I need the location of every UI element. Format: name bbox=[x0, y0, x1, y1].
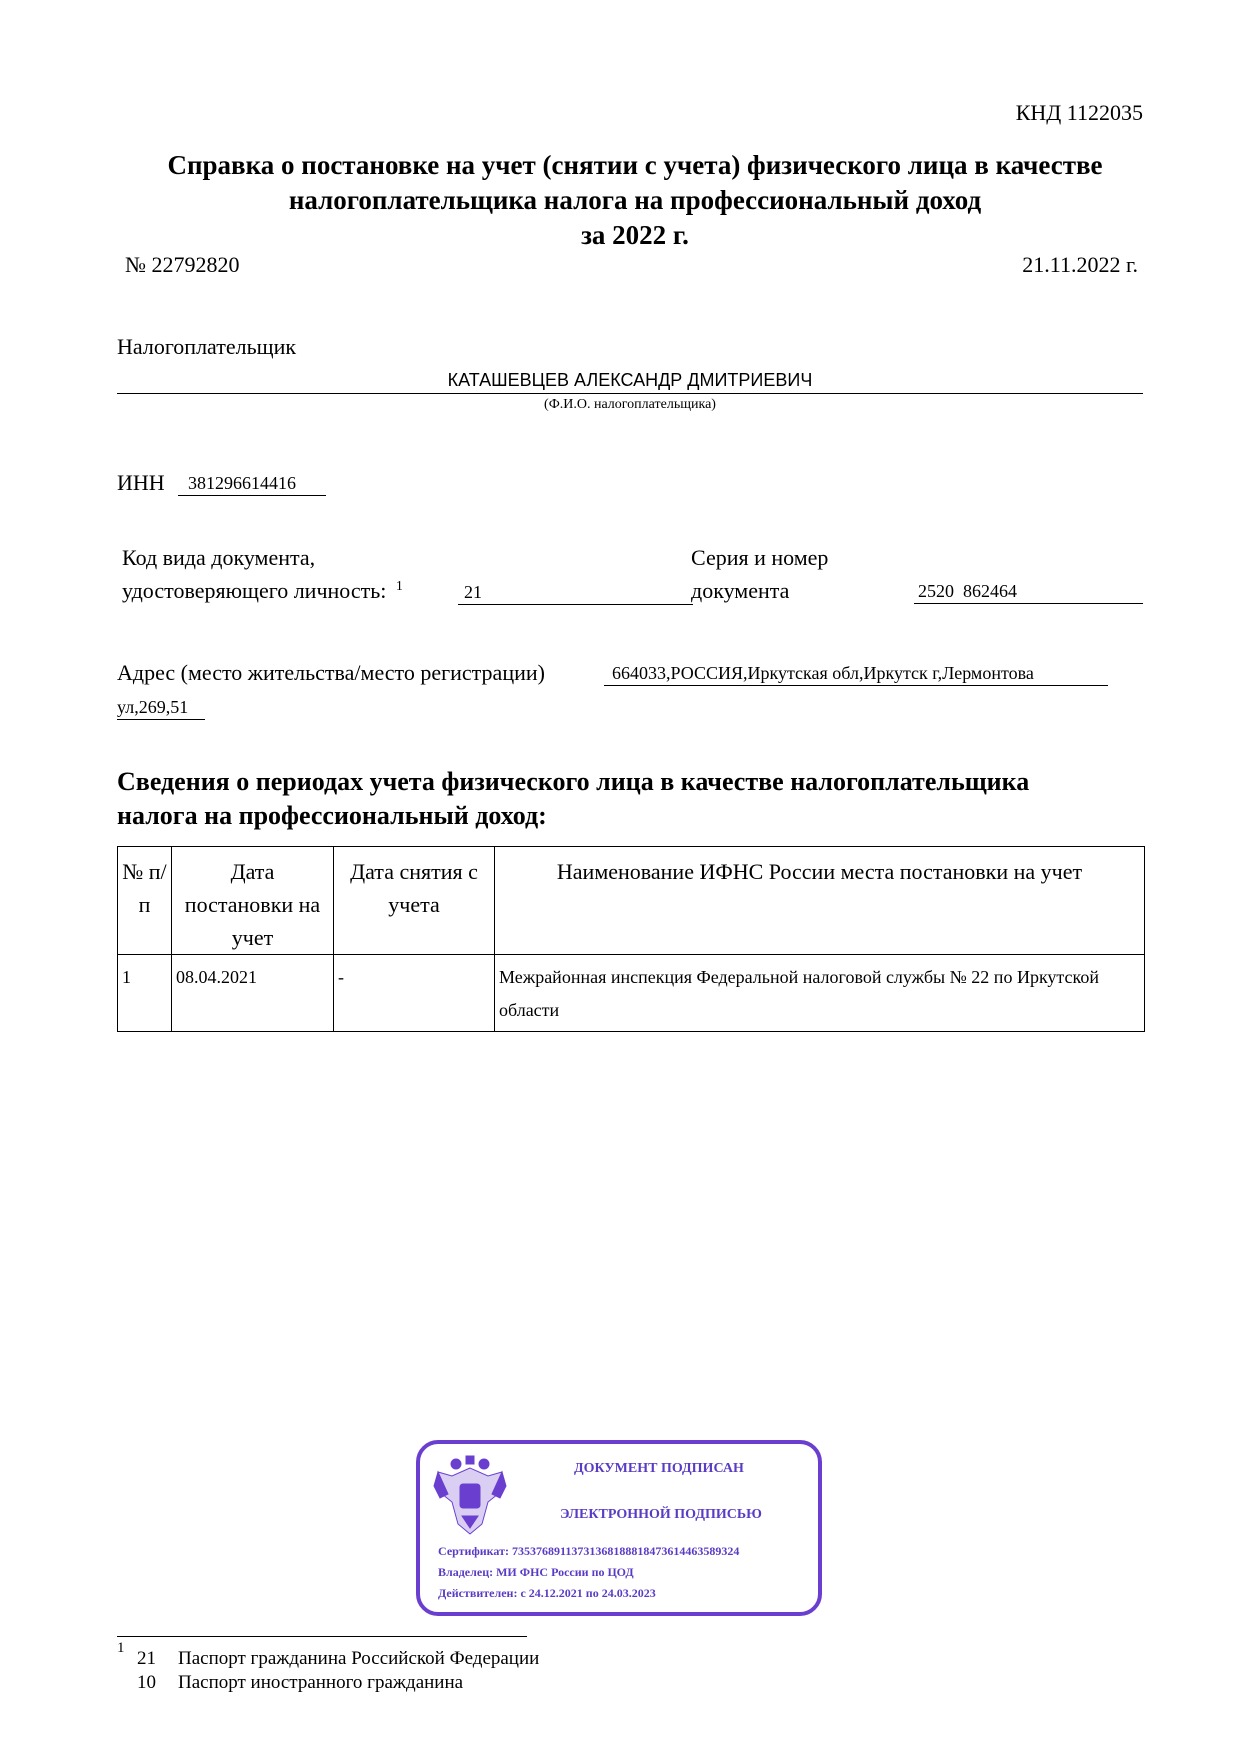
knd-code: КНД 1122035 bbox=[1015, 100, 1143, 125]
doc-code-label-1: Код вида документа, bbox=[122, 545, 316, 570]
doc-code-label-2-text: удостоверяющего личность: bbox=[122, 578, 387, 603]
footnote-mark: 1 bbox=[117, 1640, 125, 1656]
doc-series-value: 2520 862464 bbox=[914, 581, 1143, 604]
address-label: Адрес (место жительства/место регистрации) bbox=[117, 660, 545, 685]
cell-end-date: - bbox=[334, 955, 495, 1032]
title-line-3: за 2022 г. bbox=[581, 220, 689, 250]
address-line-2: ул,269,51 bbox=[117, 697, 205, 720]
stamp-certificate: Сертификат: 73537689113731368188818473614463589324 bbox=[438, 1544, 740, 1558]
col-header-end-date: Дата снятия с учета bbox=[334, 847, 495, 955]
table-header-row bbox=[118, 847, 1145, 955]
taxpayer-label: Налогоплательщик bbox=[117, 334, 297, 359]
stamp-owner: Владелец: МИ ФНС России по ЦОД bbox=[438, 1565, 634, 1579]
coat-of-arms-icon bbox=[432, 1454, 508, 1538]
footnote-divider bbox=[117, 1636, 527, 1637]
doc-series-label-2: документа bbox=[691, 578, 790, 603]
col-header-start-date: Дата постановки на учет bbox=[172, 847, 334, 955]
stamp-line-2: ЭЛЕКТРОННОЙ ПОДПИСЬЮ bbox=[560, 1507, 762, 1522]
doc-series-label-1: Серия и номер bbox=[691, 545, 829, 570]
document-date: 21.11.2022 г. bbox=[1022, 252, 1138, 277]
table-row bbox=[118, 955, 1145, 1032]
fio-caption: (Ф.И.О. налогоплательщика) bbox=[544, 397, 716, 412]
title-line-1: Справка о постановке на учет (снятии с учета) физического лица в качестве bbox=[167, 150, 1103, 180]
col-header-number: № п/п bbox=[118, 847, 172, 955]
stamp-validity: Действителен: с 24.12.2021 по 24.03.2023 bbox=[438, 1586, 656, 1600]
footnote-item-text: Паспорт иностранного гражданина bbox=[178, 1672, 464, 1693]
inn-value: 381296614416 bbox=[178, 473, 326, 496]
cell-ifns: Межрайонная инспекция Федеральной налоговой службы № 22 по Иркутской области bbox=[495, 955, 1145, 1032]
inn-label: ИНН bbox=[117, 470, 165, 495]
periods-table bbox=[117, 846, 1145, 1032]
section-title bbox=[117, 765, 1147, 833]
doc-code-footnote-mark: 1 bbox=[395, 578, 403, 594]
document-title bbox=[100, 148, 1170, 253]
footnote-item-code: 21 bbox=[137, 1648, 156, 1669]
section-title-line-1: Сведения о периодах учета физического лица в качестве налогоплательщика bbox=[117, 767, 1030, 796]
signature-stamp bbox=[416, 1440, 822, 1616]
document-number: № 22792820 bbox=[125, 252, 240, 277]
footnote-item-text: Паспорт гражданина Российской Федерации bbox=[178, 1648, 540, 1669]
doc-code-value: 21 bbox=[458, 582, 693, 605]
stamp-line-1: ДОКУМЕНТ ПОДПИСАН bbox=[574, 1461, 744, 1476]
col-header-ifns: Наименование ИФНС России места постановки на учет bbox=[495, 847, 1145, 955]
address-line-1: 664033,РОССИЯ,Иркутская обл,Иркутск г,Лермонтова bbox=[604, 663, 1108, 686]
section-title-line-2: налога на профессиональный доход: bbox=[117, 801, 547, 830]
title-line-2: налогоплательщика налога на профессиональный доход bbox=[288, 185, 982, 215]
cell-start-date: 08.04.2021 bbox=[172, 955, 334, 1032]
doc-code-label-2 bbox=[122, 578, 403, 604]
cell-number: 1 bbox=[118, 955, 172, 1032]
taxpayer-fio: КАТАШЕВЦЕВ АЛЕКСАНДР ДМИТРИЕВИЧ bbox=[117, 370, 1143, 394]
footnote-item-code: 10 bbox=[137, 1672, 156, 1693]
